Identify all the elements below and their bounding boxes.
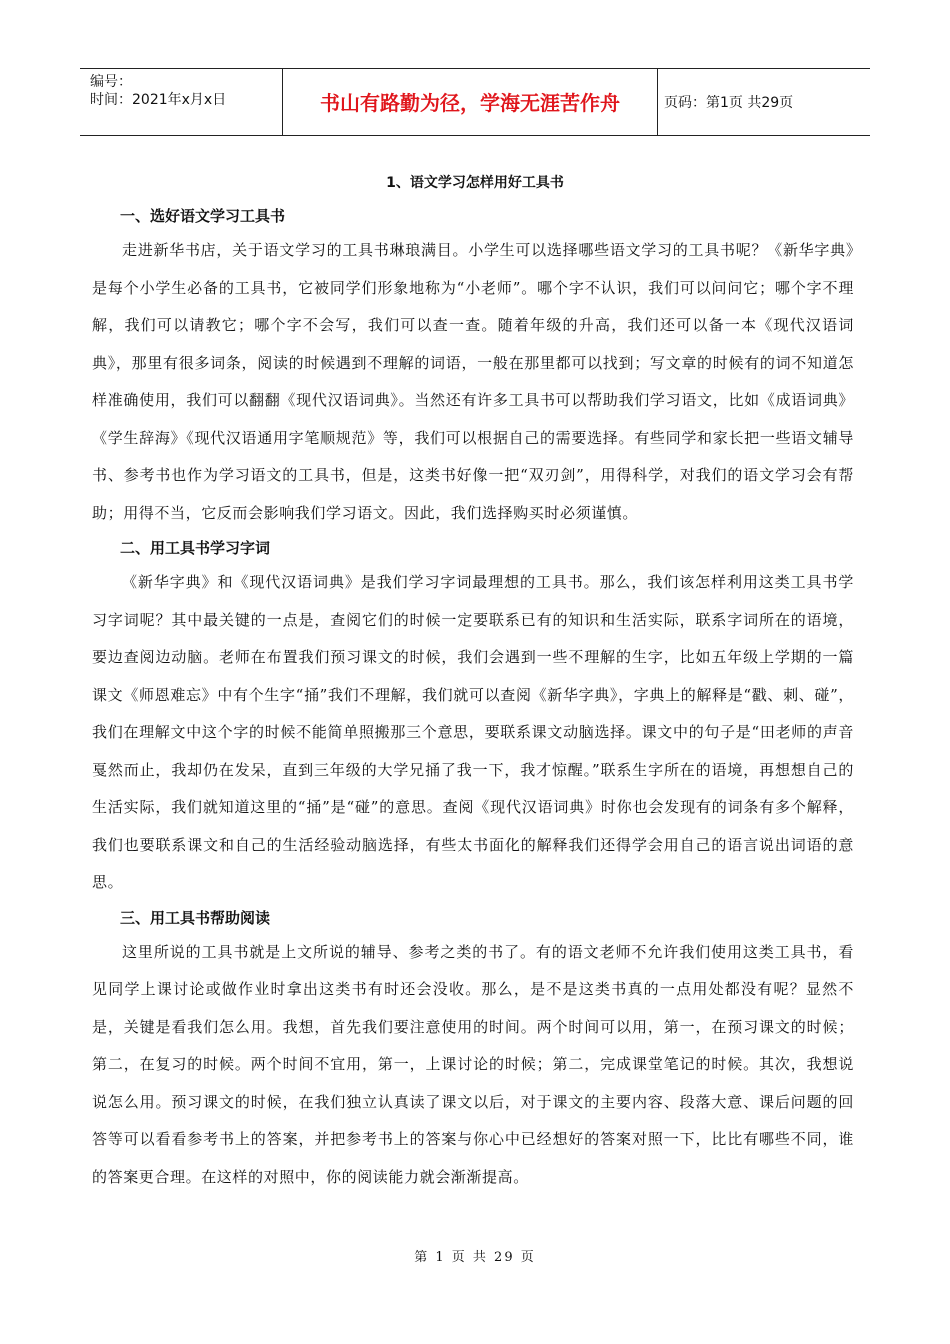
section-heading-1: 一、选好语文学习工具书 bbox=[120, 207, 286, 225]
section-paragraph-2: 《新华字典》和《现代汉语词典》是我们学习字词最理想的工具书。那么，我们该怎样利用这类工具书学习字词呢？其中最关键的一点是，查阅它们的时候一定要联系已有的知识和生活实际，联系字词所在的语境，要边查阅边动脑。老师在布置我们预习课文的时候，我们会遇到一些不理解的生字，比如五年级上学期的一篇课文《师恩难忘》中有个生字“捅”我们不理解，我们就可以查阅《新华字典》，字典上的解释是“戳、刺、碰”，我们在理解文中这个字的时候不能简单照搬那三个意思，要联系课文动脑选择。课文中的句子是“田老师的声音戛然而止，我却仍在发呆，直到三年级的大学兄捅了我一下，我才惊醒。”联系生字所在的语境，再想想自己的生活实际，我们就知道这里的“捅”是“碰”的意思。查阅《现代汉语词典》时你也会发现有的词条有多个解释，我们也要联系课文和自己的生活经验动脑选择，有些太书面化的解释我们还得学会用自己的语言说出词语的意思。 bbox=[92, 573, 854, 891]
document-number-label: 编号： bbox=[90, 74, 132, 90]
document-time-label: 时间：2021年x月x日 bbox=[90, 92, 227, 108]
document-body bbox=[92, 200, 854, 1196]
page-footer: 第 1 页 共 29 页 bbox=[414, 1250, 536, 1265]
section-heading-3: 三、用工具书帮助阅读 bbox=[120, 908, 271, 927]
header-page-info: 页码：第1页 共29页 bbox=[664, 95, 794, 111]
header-meta bbox=[80, 69, 282, 135]
section-heading-2: 二、用工具书学习字词 bbox=[120, 539, 271, 557]
header-motto: 书山有路勤为径，学海无涯苦作舟 bbox=[282, 69, 658, 135]
section-paragraph-3: 这里所说的工具书就是上文所说的辅导、参考之类的书了。有的语文老师不允许我们使用这类工具书，看见同学上课讨论或做作业时拿出这类书有时还会没收。那么，是不是这类书真的一点用处都没有呢？显然不是，关键是看我们怎么用。我想，首先我们要注意使用的时间。两个时间可以用，第一，在预习课文的时候；第二，在复习的时候。两个时间不宜用，第一，上课讨论的时候；第二，完成课堂笔记的时候。其次，我想说说怎么用。预习课文的时候，在我们独立认真读了课文以后，对于课文的主要内容、段落大意、课后问题的回答等可以看看参考书上的答案，并把参考书上的答案与你心中已经想好的答案对照一下，比比有哪些不同，谁的答案更合理。在这样的对照中，你的阅读能力就会渐渐提高。 bbox=[92, 942, 854, 1186]
document-title: 1、语文学习怎样用好工具书 bbox=[386, 175, 564, 191]
page-header bbox=[80, 68, 870, 136]
section-paragraph-1: 走进新华书店，关于语文学习的工具书琳琅满目。小学生可以选择哪些语文学习的工具书呢？《新华字典》是每个小学生必备的工具书，它被同学们形象地称为“小老师”。哪个字不认识，我们可以问问它；哪个字不理解，我们可以请教它；哪个字不会写，我们可以查一查。随着年级的升高，我们还可以备一本《现代汉语词典》，那里有很多词条，阅读的时候遇到不理解的词语，一般在那里都可以找到；写文章的时候有的词不知道怎样准确使用，我们可以翻翻《现代汉语词典》。当然还有许多工具书可以帮助我们学习语文，比如《成语词典》《学生辞海》《现代汉语通用字笔顺规范》等，我们可以根据自己的需要选择。有些同学和家长把一些语文辅导书、参考书也作为学习语文的工具书，但是，这类书好像一把“双刃剑”，用得科学，对我们的语文学习会有帮助；用得不当，它反而会影响我们学习语文。因此，我们选择购买时必须谨慎。 bbox=[92, 241, 854, 522]
